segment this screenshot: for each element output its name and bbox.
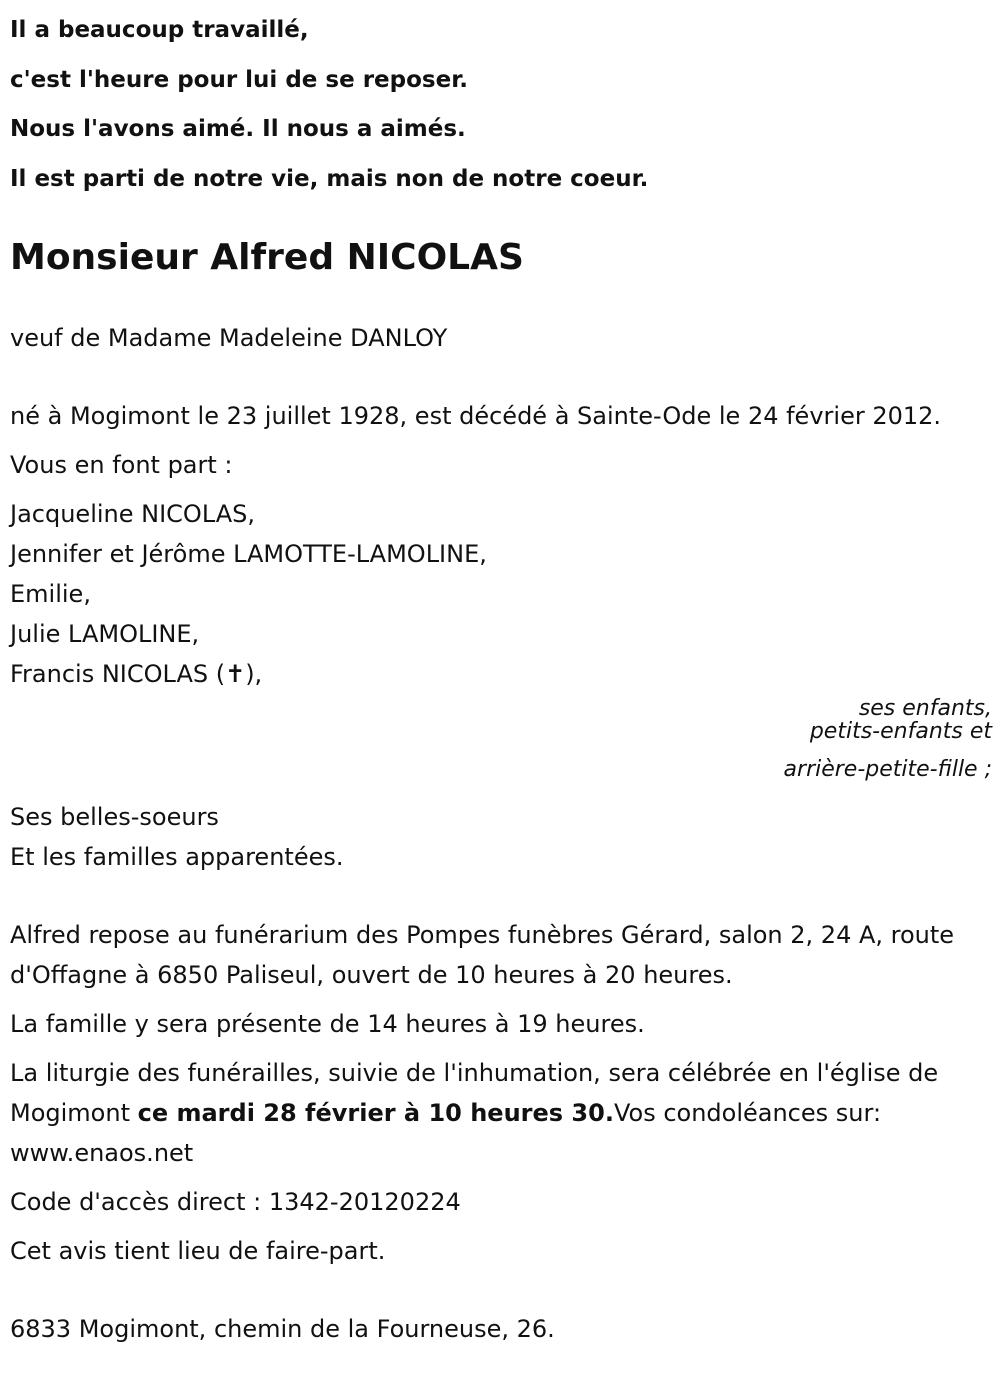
in-laws: Ses belles-soeurs — [10, 803, 219, 831]
poem — [10, 6, 992, 204]
family-member: Jennifer et Jérôme LAMOTTE-LAMOLINE, — [10, 540, 487, 568]
relation-block — [10, 697, 992, 781]
liturgy-intro: La liturgie des funérailles, suivie de l'inhumation, sera célébrée en l'église de Mogimont — [10, 1059, 939, 1127]
poem-line-4: Il est parti de notre vie, mais non de notre coeur. — [10, 165, 649, 192]
notice-text: Cet avis tient lieu de faire-part. — [10, 1237, 386, 1265]
condolences-text: Vos condoléances sur: www.enaos.net — [10, 1099, 882, 1167]
liturgy-date: ce mardi 28 février à 10 heures 30. — [137, 1099, 614, 1127]
relation-line-1: ses enfants, — [858, 696, 992, 721]
liturgy-text — [10, 1053, 992, 1173]
birth-death-text: né à Mogimont le 23 juillet 1928, est décédé à Sainte-Ode le 24 février 2012. — [10, 402, 942, 430]
poem-line-1: Il a beaucoup travaillé, — [10, 17, 309, 43]
poem-line-2: c'est l'heure pour lui de se reposer. — [10, 66, 468, 93]
related-families: Et les familles apparentées. — [10, 843, 344, 871]
family-member: Francis NICOLAS (✝), — [10, 660, 263, 688]
poem-line-3: Nous l'avons aimé. Il nous a aimés. — [10, 116, 466, 142]
deceased-name: Monsieur Alfred NICOLAS — [10, 237, 524, 278]
family-list — [10, 494, 992, 694]
announce-intro: Vous en font part : — [10, 451, 233, 479]
address: 6833 Mogimont, chemin de la Fourneuse, 26. — [10, 1315, 555, 1343]
family-member: Jacqueline NICOLAS, — [10, 500, 256, 528]
funerarium-text: Alfred repose au funérarium des Pompes funèbres Gérard, salon 2, 24 A, route d'Offagne à 6850 Paliseul, ouvert de 10 heures à 20 heures. — [10, 921, 955, 989]
obituary-notice — [10, 0, 992, 1349]
access-code: Code d'accès direct : 1342-20120224 — [10, 1188, 461, 1216]
relation-line-2: petits-enfants et — [809, 719, 992, 744]
family-presence: La famille y sera présente de 14 heures à 19 heures. — [10, 1010, 645, 1038]
family-member: Emilie, — [10, 580, 91, 608]
family-member: Julie LAMOLINE, — [10, 620, 200, 648]
widower-of: veuf de Madame Madeleine DANLOY — [10, 324, 448, 352]
relation-line-3: arrière-petite-fille ; — [783, 757, 992, 782]
